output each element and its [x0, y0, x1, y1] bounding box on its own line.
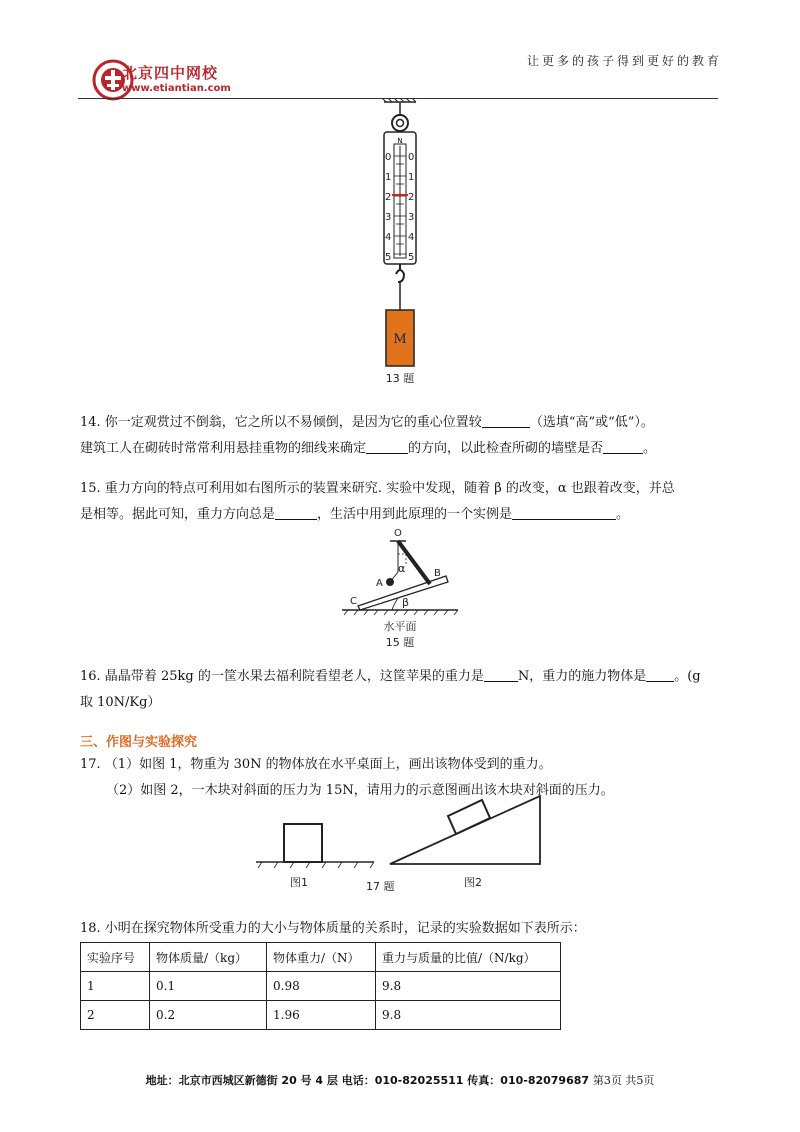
- tick-label-right: 4: [408, 232, 415, 243]
- q15-text: 是相等。据此可知，重力方向总是: [80, 507, 276, 522]
- question-16: [80, 664, 725, 716]
- figure15-caption: 15 题: [385, 636, 415, 649]
- table-header-cell: 物体重力/（N）: [267, 943, 376, 972]
- answer-blank[interactable]: [275, 505, 317, 520]
- table-cell: 1.96: [267, 1001, 376, 1030]
- q14-text: （选填“高”或“低”）。: [529, 415, 654, 430]
- brand-url: www.etiantian.com: [122, 83, 231, 94]
- q14-text: 建筑工人在砌砖时常常利用悬挂重物的细线来确定: [80, 441, 367, 456]
- section-title: 三、作图与实验探究: [80, 735, 198, 750]
- table-header-cell: 实验序号: [81, 943, 150, 972]
- q14-line1: [80, 410, 725, 436]
- fig1-label: 图1: [290, 876, 308, 889]
- tick-label-right: 0: [408, 152, 415, 163]
- q17-line1: 17. （1）如图 1，物重为 30N 的物体放在水平桌面上，画出该物体受到的重力。: [80, 757, 552, 772]
- question-15: [80, 476, 725, 528]
- incline-device-figure: [338, 526, 463, 650]
- table-cell: 9.8: [376, 1001, 561, 1030]
- q14-line2: [80, 436, 725, 462]
- label-b: B: [434, 568, 441, 579]
- answer-blank[interactable]: [512, 505, 616, 520]
- q15-line1: 15. 重力方向的特点可利用如右图所示的装置来研究. 实验中发现，随着 β 的改变，α 也跟着改变，并总: [80, 481, 675, 496]
- scale-unit-label: N: [397, 137, 403, 145]
- question-14: [80, 410, 725, 462]
- answer-blank[interactable]: [482, 413, 530, 428]
- brand-name: 北京四中网校: [122, 64, 219, 82]
- table-header-row: [81, 943, 561, 972]
- tick-label-right: 5: [408, 252, 415, 263]
- table-cell: 0.2: [150, 1001, 267, 1030]
- q14-text: 14. 你一定观赏过不倒翁，它之所以不易倾倒，是因为它的重心位置较: [80, 415, 482, 430]
- table-row: [81, 1001, 561, 1030]
- table-cell: 1: [81, 972, 150, 1001]
- tick-label-right: 2: [408, 192, 415, 203]
- label-o: O: [394, 528, 402, 539]
- q16-line1: [80, 664, 725, 690]
- answer-blank[interactable]: [603, 439, 643, 454]
- q14-text: 。: [643, 441, 657, 456]
- tick-label-left: 4: [385, 232, 392, 243]
- table-cell: 0.1: [150, 972, 267, 1001]
- tick-label-right: 3: [408, 212, 415, 223]
- tick-label-right: 1: [408, 172, 415, 183]
- q14-text: 的方向，以此检查所砌的墙壁是否: [408, 441, 604, 456]
- q15-text: 。: [616, 507, 630, 522]
- q16-text: 16. 晶晶带着 25kg 的一筐水果去福利院看望老人，这筐苹果的重力是: [80, 669, 484, 684]
- tick-label-left: 2: [385, 192, 392, 203]
- label-a: A: [376, 578, 383, 589]
- label-c: C: [350, 596, 357, 607]
- answer-blank[interactable]: [646, 667, 674, 682]
- weight-label: M: [393, 332, 407, 347]
- data-table: [80, 942, 561, 1030]
- ground-label: 水平面: [383, 620, 417, 633]
- table-cell: 2: [81, 1001, 150, 1030]
- tick-label-left: 1: [385, 172, 392, 183]
- label-beta: β: [402, 596, 410, 609]
- figure17-caption: 17 题: [366, 880, 395, 893]
- q17-line2: （2）如图 2，一木块对斜面的压力为 15N，请用力的示意图画出该木块对斜面的压力。: [106, 783, 614, 798]
- q16-text: 。(g: [674, 669, 701, 684]
- header-slogan: 让更多的孩子得到更好的教育: [526, 54, 722, 68]
- block-on-table: [284, 824, 322, 862]
- tick-label-left: 5: [385, 252, 392, 263]
- question-18-intro: 18. 小明在探究物体所受重力的大小与物体质量的关系时，记录的实验数据如下表所示：: [80, 921, 586, 936]
- table-cell: 9.8: [376, 972, 561, 1001]
- spring-scale-figure: [370, 98, 440, 388]
- answer-blank[interactable]: [366, 439, 408, 454]
- page-footer: [0, 1072, 800, 1088]
- figure-17: [250, 786, 550, 896]
- tick-label-left: 3: [385, 212, 392, 223]
- fig2-label: 图2: [464, 876, 482, 889]
- q15-line2: [80, 502, 725, 528]
- q16-text: N，重力的施力物体是: [517, 669, 647, 684]
- tick-label-left: 0: [385, 152, 392, 163]
- table-cell: 0.98: [267, 972, 376, 1001]
- table-header-cell: 重力与质量的比值/（N/kg）: [376, 943, 561, 972]
- figure13-caption: 13 题: [385, 372, 415, 385]
- label-alpha: α: [398, 562, 406, 575]
- q15-text: ，生活中用到此原理的一个实例是: [317, 507, 513, 522]
- page-number: 第3页 共5页: [592, 1074, 655, 1087]
- answer-blank[interactable]: [484, 667, 518, 682]
- q16-line2: 取 10N/Kg）: [80, 695, 161, 710]
- footer-address: 地址：北京市西城区新德街 20 号 4 层 电话：010-82025511 传真：010-82079687: [145, 1074, 590, 1087]
- table-header-cell: 物体质量/（kg）: [150, 943, 267, 972]
- table-row: [81, 972, 561, 1001]
